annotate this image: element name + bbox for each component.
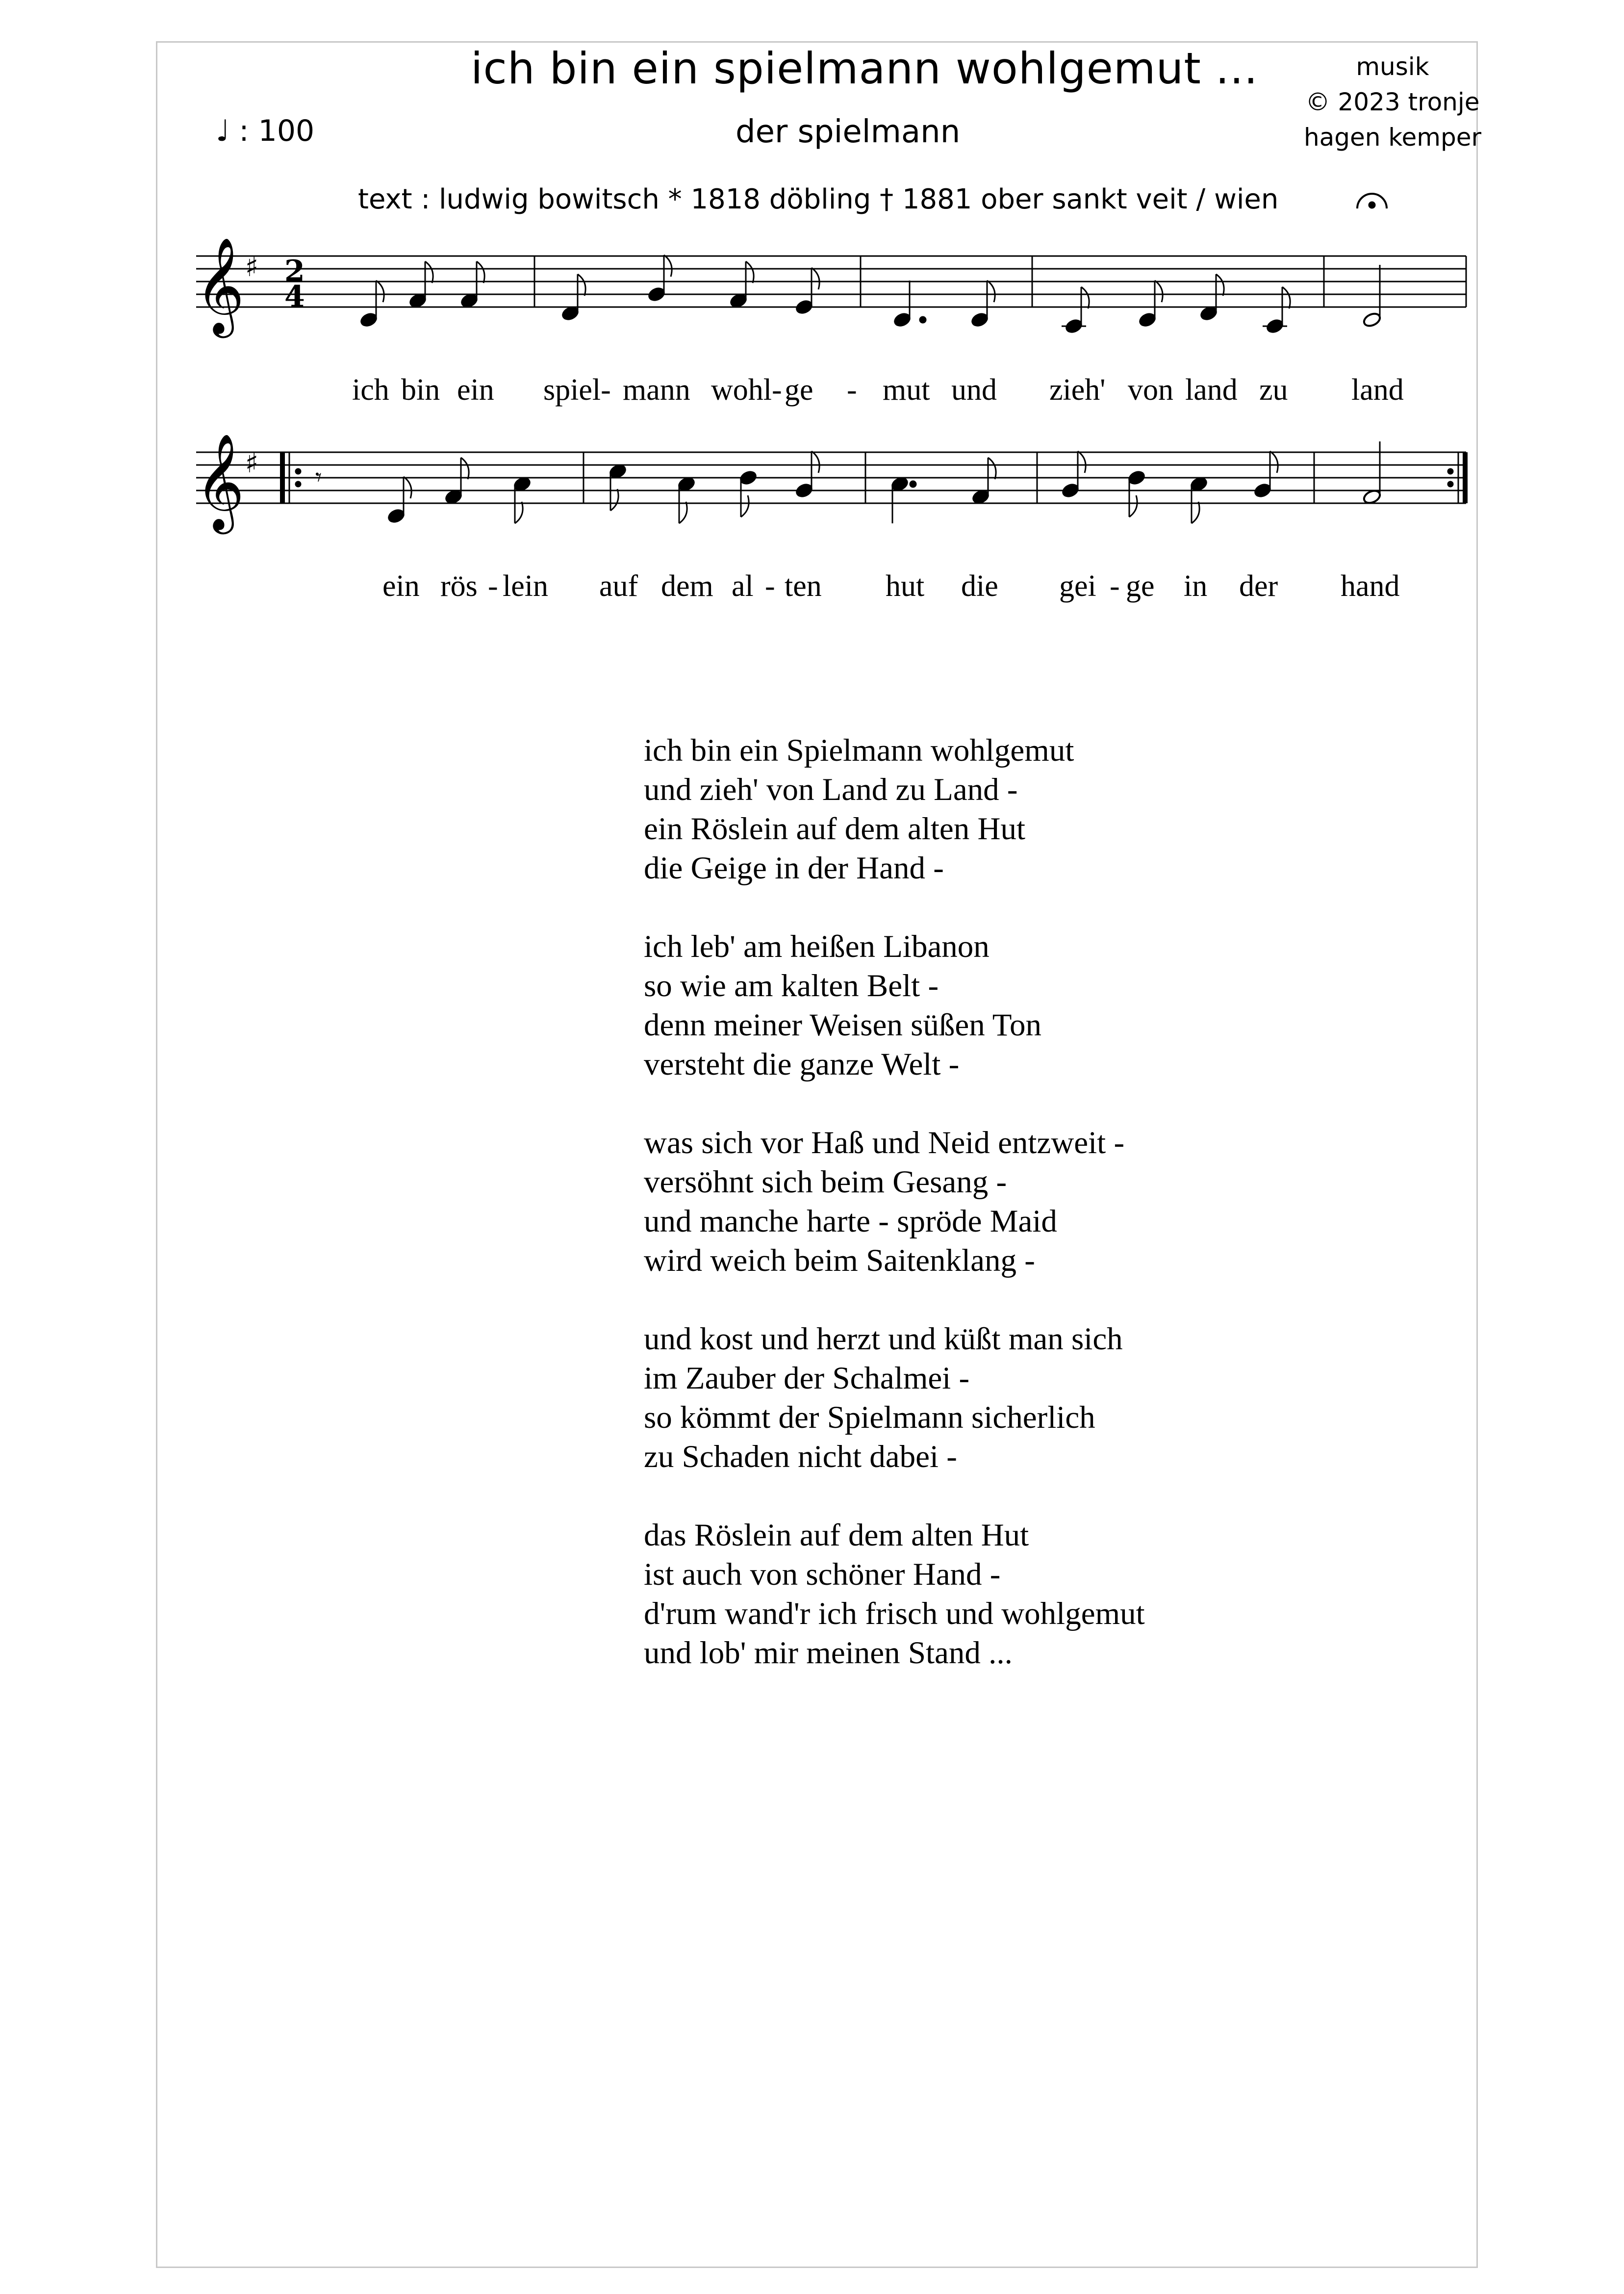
- eighth-rest-icon: 𝄾: [315, 463, 322, 491]
- credit-line: © 2023 tronje: [1305, 88, 1480, 116]
- lyric-syllable: dem: [661, 569, 713, 603]
- lyric-syllable: ge: [1126, 569, 1155, 603]
- time-signature-top: 2: [284, 254, 305, 288]
- poem-line: so wie am kalten Belt -: [644, 968, 939, 1004]
- lyric-syllable: in: [1184, 569, 1208, 603]
- poem-line: wird weich beim Saitenklang -: [644, 1243, 1035, 1278]
- poem-line: im Zauber der Schalmei -: [644, 1361, 970, 1396]
- poem-line: das Röslein auf dem alten Hut: [644, 1518, 1029, 1553]
- lyric-syllable: zu: [1259, 373, 1288, 407]
- poem-line: ich bin ein Spielmann wohlgemut: [644, 733, 1074, 768]
- stanza: [644, 1123, 1145, 1280]
- poem-line: die Geige in der Hand -: [644, 851, 944, 886]
- lyric-syllable: die: [961, 569, 998, 603]
- lyric-syllable: von: [1128, 373, 1173, 407]
- text-credit: text : ludwig bowitsch * 1818 döbling † 1881 ober sankt veit / wien: [358, 183, 1279, 215]
- poem-line: und zieh' von Land zu Land -: [644, 772, 1018, 807]
- lyric-syllable: ge: [785, 373, 813, 407]
- credit-line: musik: [1356, 52, 1429, 81]
- poem-line: ein Röslein auf dem alten Hut: [644, 811, 1026, 847]
- lyric-syllable: ich: [352, 373, 389, 407]
- notes-system-2: [387, 441, 1382, 524]
- poem-line: zu Schaden nicht dabei -: [644, 1439, 957, 1474]
- poem-line: d'rum wand'r ich frisch und wohlgemut: [644, 1596, 1145, 1631]
- lyric-syllable: hand: [1341, 569, 1400, 603]
- lyric-syllable: der: [1239, 569, 1278, 603]
- poem-line: ich leb' am heißen Libanon: [644, 929, 990, 964]
- staff-system-2: [196, 452, 1466, 503]
- lyric-syllable: spiel-: [543, 373, 611, 407]
- poem-line: und manche harte - spröde Maid: [644, 1204, 1057, 1239]
- lyric-syllable: al: [732, 569, 754, 603]
- key-signature-sharp-icon: ♯: [245, 251, 259, 283]
- poem-line: so kömmt der Spielmann sicherlich: [644, 1400, 1095, 1435]
- staff-system-1: [196, 256, 1466, 307]
- lyric-syllable: land: [1185, 373, 1238, 407]
- stanza: [644, 1516, 1145, 1673]
- poem-line: versteht die ganze Welt -: [644, 1047, 960, 1082]
- treble-clef-icon: 𝄞: [195, 433, 245, 530]
- poem-text: [644, 731, 1145, 1712]
- lyric-syllable: mut: [883, 373, 930, 407]
- lyric-syllable: lein: [503, 569, 548, 603]
- lyric-syllable: bin: [401, 373, 440, 407]
- lyric-syllable: mann: [623, 373, 690, 407]
- lyric-syllable: hut: [886, 569, 925, 603]
- stanza: [644, 731, 1145, 888]
- lyric-syllable: ten: [785, 569, 822, 603]
- poem-line: und kost und herzt und küßt man sich: [644, 1321, 1123, 1357]
- lyric-syllable: -: [765, 569, 775, 603]
- poem-line: ist auch von schöner Hand -: [644, 1557, 1001, 1592]
- lyric-syllable: gei: [1059, 569, 1096, 603]
- time-signature-bottom: 4: [284, 280, 305, 314]
- lyric-syllable: -: [847, 373, 857, 407]
- song-subtitle: der spielmann: [736, 114, 961, 150]
- poem-line: was sich vor Haß und Neid entzweit -: [644, 1125, 1125, 1160]
- lyric-syllable: -: [488, 569, 498, 603]
- tempo-marking: ♩ : 100: [216, 114, 315, 148]
- lyric-syllable: wohl-: [711, 373, 782, 407]
- lyric-syllable: land: [1351, 373, 1404, 407]
- treble-clef-icon: 𝄞: [195, 237, 245, 334]
- poem-line: versöhnt sich beim Gesang -: [644, 1164, 1007, 1200]
- notes-system-1: [359, 194, 1387, 335]
- stanza: [644, 1319, 1145, 1476]
- stanza: [644, 927, 1145, 1084]
- poem-line: und lob' mir meinen Stand ...: [644, 1635, 1013, 1671]
- lyric-syllable: auf: [599, 569, 638, 603]
- lyric-syllable: und: [951, 373, 997, 407]
- key-signature-sharp-icon: ♯: [245, 447, 259, 479]
- song-title: ich bin ein spielmann wohlgemut ...: [471, 43, 1258, 94]
- lyric-syllable: rös: [440, 569, 478, 603]
- sheet-music: [0, 0, 1624, 638]
- credit-line: hagen kemper: [1303, 123, 1482, 152]
- poem-line: denn meiner Weisen süßen Ton: [644, 1007, 1041, 1043]
- lyric-syllable: ein: [457, 373, 494, 407]
- lyric-syllable: zieh': [1049, 373, 1106, 407]
- lyric-syllable: ein: [382, 569, 420, 603]
- lyric-syllable: -: [1110, 569, 1120, 603]
